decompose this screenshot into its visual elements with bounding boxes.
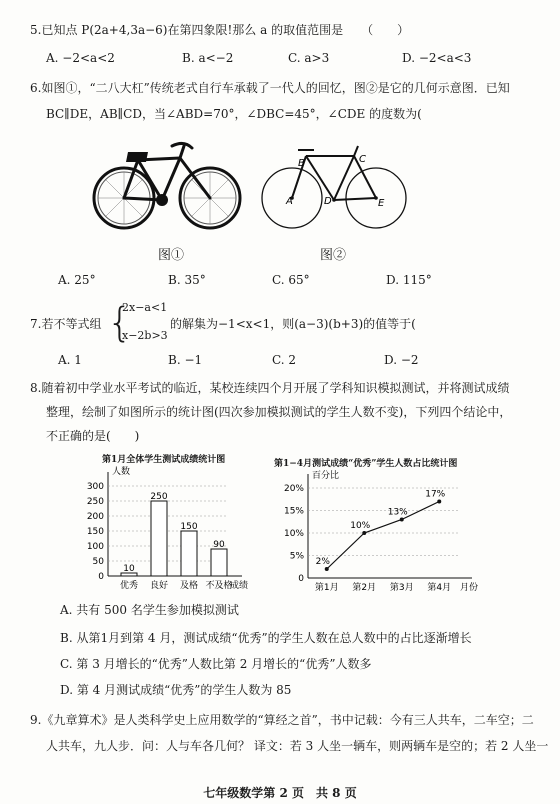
bar-3	[211, 549, 227, 576]
q8-stem-line3: 不正确的是( )	[46, 429, 140, 443]
q6-option-d: D. 115°	[386, 273, 432, 287]
bar-xlabel: 成绩	[230, 581, 249, 591]
q6-option-c: C. 65°	[272, 273, 310, 287]
q8-option-b: B. 从第1月到第 4 月，测试成绩“优秀”的学生人数在总人数中的占比逐渐增长	[60, 631, 472, 645]
line-category-label-2: 第3月	[389, 583, 414, 593]
q7-option-b: B. −1	[168, 353, 203, 367]
bar-category-label-2: 及格	[179, 581, 199, 591]
bar-2	[181, 531, 197, 576]
bar-category-label-0: 优秀	[119, 581, 139, 591]
line-ylabel: 百分比	[312, 471, 340, 481]
bar-value-label-3: 90	[213, 540, 225, 550]
line-ytick-label-4: 20%	[283, 484, 304, 494]
q8-stem-line1: 8.随着初中学业水平考试的临近，某校连续四个月开展了学科知识模拟测试，并将测试成绩	[30, 381, 510, 395]
bar-ytick-label-0: 0	[98, 572, 104, 582]
q5-stem: 5.已知点 P(2a+4,3a−6)在第四象限!那么 a 的取值范围是 （ ）	[30, 23, 410, 37]
q5-option-d: D. −2<a<3	[402, 51, 472, 65]
bar-ylabel: 人数	[112, 467, 131, 477]
q6-option-a: A. 25°	[58, 273, 96, 287]
q8-option-a: A. 共有 500 名学生参加模拟测试	[60, 603, 239, 617]
line-chart	[276, 466, 494, 596]
fig1-caption: 图①	[158, 248, 185, 263]
fig2-label-d: D	[324, 196, 332, 207]
bar-value-label-2: 150	[180, 522, 198, 532]
bar-category-label-3: 不及格	[205, 581, 233, 591]
bar-1	[151, 501, 167, 576]
fig2-label-e: E	[378, 198, 385, 209]
q8-option-d: D. 第 4 月测试成绩“优秀”的学生人数为 85	[60, 683, 292, 697]
q6-stem-line2: BC∥DE，AB∥CD，当∠ABD=70°，∠DBC=45°，∠CDE 的度数为(	[46, 107, 422, 121]
bar-ytick-label-5: 250	[86, 497, 104, 507]
q7-option-c: C. 2	[272, 353, 297, 367]
line-ytick-label-0: 0	[298, 574, 304, 584]
fig2-label-c: C	[359, 154, 366, 165]
q9-stem-line2: 人共车，九人步．问：人与车各几何？ 译文：若 3 人坐一辆车，则两辆车是空的；若 2 人坐一	[46, 739, 549, 753]
q5-option-b: B. a<−2	[182, 51, 234, 65]
bar-ytick-label-3: 150	[86, 527, 104, 537]
line-chart-title: 第1−4月测试成绩“优秀”学生人数占比统计图	[274, 459, 458, 469]
q8-option-c: C. 第 3 月增长的“优秀”人数比第 2 月增长的“优秀”人数多	[60, 657, 372, 671]
line-value-label-2: 13%	[387, 507, 408, 518]
line-ytick-label-1: 5%	[289, 551, 304, 562]
line-point-1	[362, 531, 366, 535]
line-value-label-0: 2%	[315, 557, 330, 567]
bar-value-label-0: 10	[123, 564, 135, 574]
line-category-label-3: 第4月	[427, 583, 452, 593]
q7-system-line2: x−2b>3	[122, 329, 168, 342]
q7-system-line1: 2x−a<1	[122, 301, 168, 314]
fig2-label-b: B	[298, 158, 305, 169]
bicycle-geometry-figure	[258, 138, 408, 236]
line-point-0	[325, 567, 329, 571]
line-point-3	[437, 500, 441, 504]
bar-ytick-label-4: 200	[86, 512, 104, 522]
line-value-label-1: 10%	[350, 521, 371, 531]
q7-suffix: 的解集为−1<x<1，则(a−3)(b+3)的值等于(	[170, 317, 416, 331]
line-xlabel: 月份	[460, 583, 479, 593]
q7-option-d: D. −2	[384, 353, 419, 367]
bar-ytick-label-2: 100	[86, 542, 104, 552]
bar-value-label-1: 250	[150, 492, 168, 502]
bar-ytick-label-6: 300	[86, 482, 104, 492]
q7-brace: {	[107, 300, 133, 346]
fig2-caption: 图②	[320, 248, 347, 263]
q5-option-c: C. a>3	[288, 51, 330, 65]
bicycle-figure	[92, 138, 244, 236]
bar-ytick-label-1: 50	[92, 557, 104, 567]
q9-stem-line1: 9.《九章算术》是人类科学史上应用数学的“算经之首”，书中记载：今有三人共车，二车空；二	[30, 713, 534, 727]
line-ytick-label-2: 10%	[283, 529, 304, 539]
line-series	[327, 502, 440, 570]
q6-stem-line1: 6.如图①，“二八大杠”传统老式自行车承载了一代人的回忆，图②是它的几何示意图．已知	[30, 81, 510, 95]
line-ytick-label-3: 15%	[283, 506, 304, 517]
fig2-label-a: A	[286, 196, 293, 207]
q6-option-b: B. 35°	[168, 273, 206, 287]
line-value-label-3: 17%	[425, 489, 446, 500]
line-category-label-0: 第1月	[314, 583, 339, 593]
q5-option-a: A. −2<a<2	[46, 51, 115, 65]
q7-option-a: A. 1	[58, 353, 82, 367]
bar-category-label-1: 良好	[149, 581, 169, 591]
line-category-label-1: 第2月	[352, 583, 377, 593]
bar-chart-title: 第1月全体学生测试成绩统计图	[102, 455, 226, 465]
page-footer: 七年级数学第 2 页 共 8 页	[203, 786, 357, 800]
bar-chart	[74, 464, 270, 596]
q8-stem-line2: 整理，绘制了如图所示的统计图(四次参加模拟测试的学生人数不变)，下列四个结论中，	[46, 405, 512, 419]
line-point-2	[400, 518, 404, 522]
q7-prefix: 7.若不等式组	[30, 317, 102, 331]
